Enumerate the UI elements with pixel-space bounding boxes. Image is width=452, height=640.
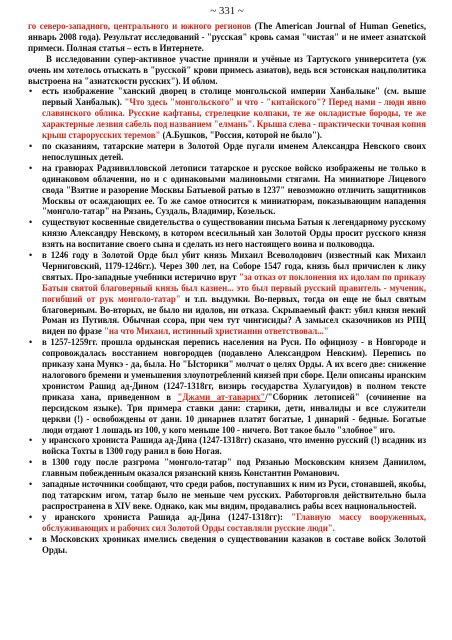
bullet-item bbox=[28, 250, 426, 337]
bullet-item bbox=[28, 534, 426, 556]
bullet-icon: • bbox=[29, 162, 33, 173]
bullet-text-span: западные источники сообщают, что среди рабов, поступавших к ним из Руси, стонавшей, якобы, под татарским игом, татар было не меньше чем русских. Работорговля действительно была распространена в XIV веке. Однако, как мы видим, продавались рабы всех национальностей. bbox=[42, 479, 426, 511]
bullet-text-span: в Московских хрониках имелись сведения о существовании казаков в составе войск Золотой Орды. bbox=[42, 533, 426, 555]
bullet-item bbox=[28, 457, 426, 479]
bullet-icon: • bbox=[29, 217, 33, 228]
bullet-item bbox=[28, 337, 426, 435]
bullet-text-span: в 1300 году после разгрома "монголо-татар" под Рязанью Московским князем Даниилом, главным побежденным оказался рязанский князь Константин Романович. bbox=[42, 457, 426, 479]
bullet-item bbox=[28, 86, 426, 141]
intro-text-span: го северо-западного, центрального и южного регионов bbox=[28, 21, 252, 31]
bullet-item bbox=[28, 141, 426, 163]
intro-text-span: (The American Journal of Human Genetics, январь 2008 года). Результат исследований - "русская" кровь самая "чистая" и не имеет азиатской примеси. Полная статья – есть в Интернете. bbox=[28, 21, 426, 53]
bullet-list bbox=[28, 86, 426, 555]
intro-paragraph-1 bbox=[28, 21, 426, 54]
bullet-text-span: на гравюрах Радзивилловской летописи татарское и русское войско изображены не только в одинаковом облачении, но и с одинаковыми малиновыми стягами. На миниатюре Лицевого свода "Взятие и разорение Москвы Батыевой ратью в 1237" невозможно отличить защитников Москвы от осаждающих ее. То же самое относится к миниатюрам, показывающим нападения "монголо-татар" на Рязань, Суздаль, Владимир, Козельск. bbox=[42, 162, 426, 217]
intro-paragraph-2 bbox=[28, 54, 426, 87]
bullet-item bbox=[28, 512, 426, 534]
bullet-icon: • bbox=[29, 250, 33, 261]
bullet-text-span-red: "Джами ат-таварих" bbox=[177, 391, 266, 402]
bullet-text-span: /"Сборник летописей" (сочинение на персидском языке). Три примера ставки дани: старики, дети, инвалиды и все служители церкви (!) - освобождены от дани. 10 динариев платят богатые, 1 динарий - бедные. Богатые люди отдают 1 лошадь из 100, у кого меньше 100 - ничего. Вот такое было "злобное" иго. bbox=[42, 391, 426, 435]
intro-text-span: В исследовании супер-активное участие приняли и учёные из Тартуского университета (уж очень им хотелось отыскать в "русской" крови примесь азиатов), ведь вся эстонская нац.политика выстроена на "азиатскости русских"). И облом. bbox=[28, 53, 426, 86]
bullet-text-span-red: "Что здесь "монгольского" и что - "китайского"? Перед нами - люди явно славянского облика. Русские кафтаны, стрелецкие колпаки, те же окладистые бороды, те же характерные лезвия сабель под названием "елмань". Крыша слева - практически точная копия крыш старорусских теремов" bbox=[42, 97, 426, 141]
bullet-icon: • bbox=[29, 511, 33, 522]
bullet-text-span-red: "на что Михаил, истинный христианин ответствовал..." bbox=[103, 326, 329, 337]
bullet-icon: • bbox=[29, 86, 33, 97]
bullet-icon: • bbox=[29, 533, 33, 544]
bullet-text-span-red: "Главную массу вооруженных, обслуживающих и рабочих сил Золотой Орды составляли русские люди". bbox=[42, 511, 426, 533]
page-number: ~ 331 ~ bbox=[210, 5, 244, 17]
bullet-text-span: (А.Бушков, "Россия, которой не было"). bbox=[160, 130, 322, 141]
bullet-item bbox=[28, 435, 426, 457]
bullet-text-span: существуют косвенные свидетельства о существовании письма Батыя к легендарному русскому князю Александру Невскому, в котором всесильный хан Золотой Орды просит русского князя взять на воспитание своего сына и сделать из него настоящего воина и полководца. bbox=[42, 217, 426, 250]
bullet-icon: • bbox=[29, 140, 33, 151]
bullet-icon: • bbox=[29, 479, 33, 490]
bullet-text-span: у иранского хрониста Рашида ад-Дина (1247-1318гг): bbox=[42, 511, 292, 522]
bullet-text-span: есть изображение "ханский дворец в столице монгольской империи Ханбалыке" (см. выше первый Ханбалык). bbox=[42, 86, 426, 108]
bullet-item bbox=[28, 479, 426, 512]
bullet-text-span: у иранского хрониста Рашида ад-Дина (1247-1318гг) сказано, что именно русский (!) всадник из войска Тохты в 1300 году ранил в бою Ногая. bbox=[42, 435, 426, 457]
bullet-icon: • bbox=[29, 435, 33, 446]
bullet-text-span: в 1246 году в Золотой Орде был убит князь Михаил Всеволодович (известный как Михаил Черниговский, 1179-1246гг.). Через 300 лет, на Соборе 1547 года, князь был причислен к лику святых. Про-западные учебники истерично врут bbox=[42, 250, 426, 282]
bullet-text-span: и т.п. выдумки. Во-первых, тогда он еще не был святым благоверным. Во-вторых, не было ни идолов, ни отказа. Скрываемый факт: убил князя некий Роман из Путивля. Обычная ссора, при чем тут чингисиды? А замысел сказочников из РПЦ виден по фразе bbox=[42, 293, 427, 337]
bullet-item bbox=[28, 217, 426, 250]
bullet-icon: • bbox=[29, 457, 33, 468]
bullet-text-span: по сказаниям, татарские матери в Золотой Орде пугали именем Александра Невского своих непослушных детей. bbox=[42, 140, 426, 162]
bullet-item bbox=[28, 163, 426, 218]
bullet-icon: • bbox=[29, 337, 33, 348]
bullet-text-span-red: "за отказ от поклонения их идолам по приказу Батыя святой благоверный князь был казнен... это был первый русский правитель - мученик, погибший от рук монголо-татар" bbox=[42, 271, 426, 304]
bullet-text-span: в 1257-1259гг. прошла ордынская перепись населения на Руси. По официозу - в Новгороде и сопровождалась восстанием новгородцев (подавлено Александром Невским). Перепись по приказу хана Мункэ - да, была. Но "Ысторики" молчат о целях Орды. А их всего две: снижение налогового бремени и уменьшения злоупотреблений князей при сборе. Цели описаны иранским хронистом Рашид ад-Дином (1247-1318гг, визирь государства Хулагуидов) в полном тексте приказа хана, приведенном в bbox=[42, 337, 426, 402]
